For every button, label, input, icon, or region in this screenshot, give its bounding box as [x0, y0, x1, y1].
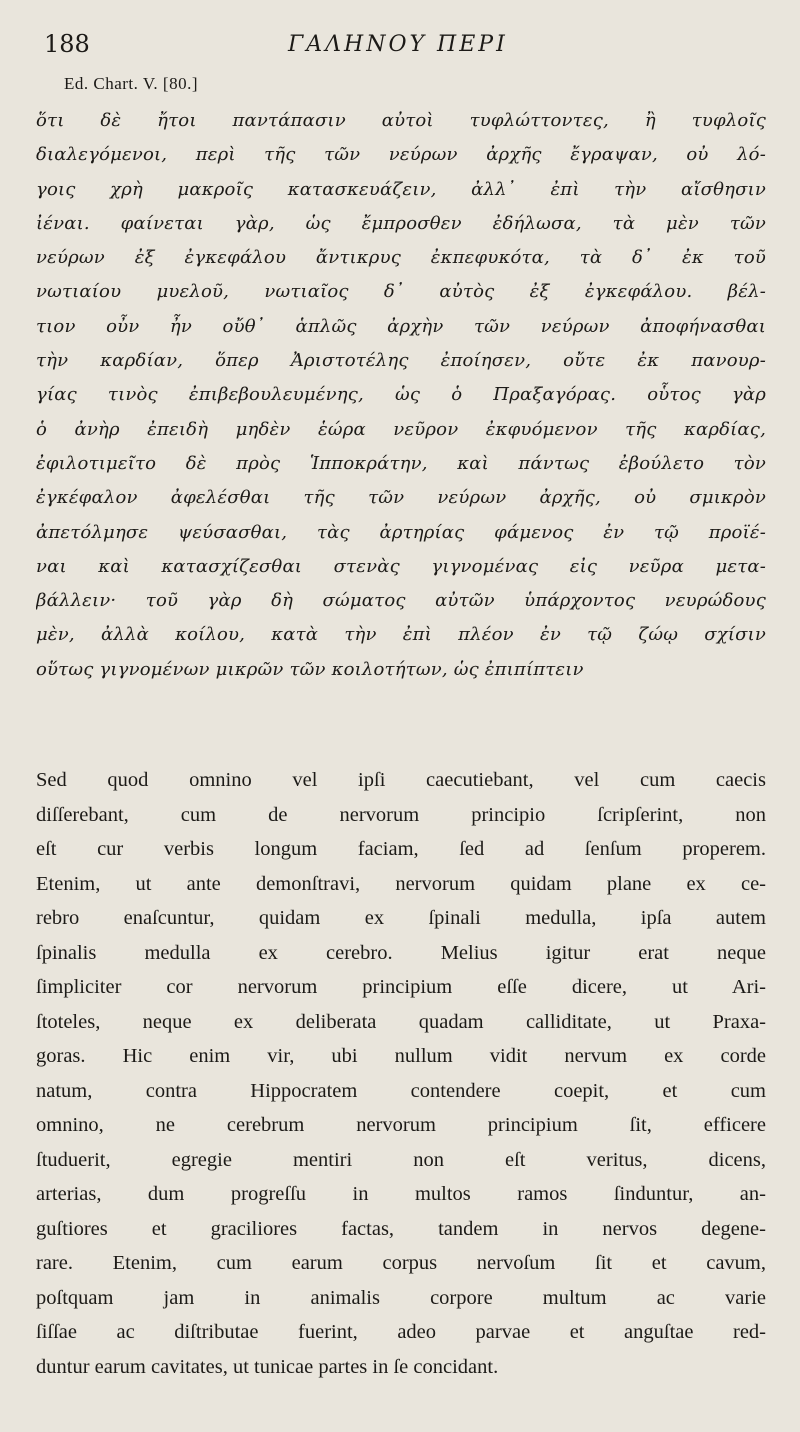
greek-text-line: ἐγκέφαλον ἀφελέσθαι τῆς τῶν νεύρων ἀρχῆς, οὐ σμικρὸν [36, 487, 766, 509]
page-header [0, 26, 800, 66]
greek-text-line: ὅτι δὲ ἤτοι παντάπασιν αὐτοὶ τυφλώττοντες, ἢ τυφλοῖς [36, 110, 766, 131]
latin-text-line: rebro enaſcuntur, quidam ex ſpinali medulla, ipſa autem [36, 907, 766, 929]
latin-text-line: ſiſſae ac diſtributae fuerint, adeo parvae et anguſtae red- [36, 1321, 766, 1343]
page-number: 188 [44, 30, 90, 58]
greek-text-line: διαλεγόμενοι, περὶ τῆς τῶν νεύρων ἀρχῆς ἔγραψαν, οὐ λό- [36, 144, 766, 166]
latin-translation-block [36, 763, 766, 1384]
latin-text-line: guſtiores et graciliores factas, tandem in nervos degene- [36, 1217, 766, 1240]
latin-text-line: ſimpliciter cor nervorum principium eſſe dicere, ut Ari- [36, 976, 766, 998]
latin-text-line: diſſerebant, cum de nervorum principio ſcripſerint, non [36, 803, 766, 826]
greek-text-line: ἐφιλοτιμεῖτο δὲ πρὸς Ἱπποκράτην, καὶ πάντως ἐβούλετο τὸν [36, 452, 766, 474]
greek-text-line: τὴν καρδίαν, ὅπερ Ἀριστοτέλης ἐποίησεν, οὔτε ἐκ πανουρ- [36, 350, 766, 372]
greek-text-line: νεύρων ἐξ ἐγκεφάλου ἄντικρυς ἐκπεφυκότα, τὰ δ᾽ ἐκ τοῦ [36, 247, 766, 269]
latin-text-line: goras. Hic enim vir, ubi nullum vidit nervum ex corde [36, 1045, 766, 1067]
greek-text-line: βάλλειν· τοῦ γὰρ δὴ σώματος αὐτῶν ὑπάρχοντος νευρώδους [36, 590, 766, 612]
latin-text-line: ſtoteles, neque ex deliberata quadam calliditate, ut Praxa- [36, 1010, 766, 1033]
latin-text-line: eſt cur verbis longum faciam, ſed ad ſenſum properem. [36, 838, 766, 860]
latin-text-line: poſtquam jam in animalis corpore multum ac varie [36, 1286, 766, 1309]
latin-text-line: duntur earum cavitates, ut tunicae partes in ſe concidant. [36, 1355, 499, 1378]
latin-text-line: natum, contra Hippocratem contendere coepit, et cum [36, 1079, 766, 1102]
running-title: ΓΑΛΗΝΟΥ ΠΕΡΙ [288, 32, 508, 57]
edition-reference: Ed. Chart. V. [80.] [64, 74, 199, 93]
latin-text-line: omnino, ne cerebrum nervorum principium ſit, efficere [36, 1114, 766, 1136]
latin-text-line: rare. Etenim, cum earum corpus nervoſum ſit et cavum, [36, 1252, 766, 1274]
latin-text-line: arterias, dum progreſſu in multos ramos ſinduntur, an- [36, 1183, 766, 1205]
greek-text-line: ναι καὶ κατασχίζεσθαι στενὰς γιγνομένας εἰς νεῦρα μετα- [36, 555, 766, 577]
greek-text-line: νωτιαίου μυελοῦ, νωτιαῖος δ᾽ αὐτὸς ἐξ ἐγκεφάλου. βέλ- [36, 281, 766, 303]
latin-text-line: ſpinalis medulla ex cerebro. Melius igitur erat neque [36, 941, 766, 964]
latin-text-line: Sed quod omnino vel ipſi caecutiebant, vel cum caecis [36, 769, 766, 791]
greek-text-line: οὕτως γιγνομένων μικρῶν τῶν κοιλοτήτων, ὡς ἐπιπίπτειν [36, 658, 584, 680]
greek-text-line: ἰέναι. φαίνεται γὰρ, ὡς ἔμπροσθεν ἐδήλωσα, τὰ μὲν τῶν [36, 212, 766, 234]
greek-text-line: γίας τινὸς ἐπιβεβουλευμένης, ὡς ὁ Πραξαγόρας. οὗτος γὰρ [36, 384, 766, 406]
greek-text-line: ἀπετόλμησε ψεύσασθαι, τὰς ἀρτηρίας φάμενος ἐν τῷ προϊέ- [36, 521, 766, 543]
greek-text-line: γοις χρὴ μακροῖς κατασκευάζειν, ἀλλ᾽ ἐπὶ τὴν αἴσθησιν [36, 178, 766, 200]
greek-text-line: μὲν, ἀλλὰ κοίλου, κατὰ τὴν ἐπὶ πλέον ἐν τῷ ζώῳ σχίσιν [36, 624, 766, 646]
greek-text-line: ὁ ἀνὴρ ἐπειδὴ μηδὲν ἑώρα νεῦρον ἐκφυόμενον τῆς καρδίας, [36, 418, 766, 440]
latin-text-line: Etenim, ut ante demonſtravi, nervorum quidam plane ex ce- [36, 872, 766, 895]
latin-text-line: ſtuduerit, egregie mentiri non eſt veritus, dicens, [36, 1148, 766, 1171]
greek-text-block [36, 104, 766, 687]
greek-text-line: τιον οὖν ἦν οὔθ᾽ ἁπλῶς ἀρχὴν τῶν νεύρων ἀποφήνασθαι [36, 315, 766, 337]
